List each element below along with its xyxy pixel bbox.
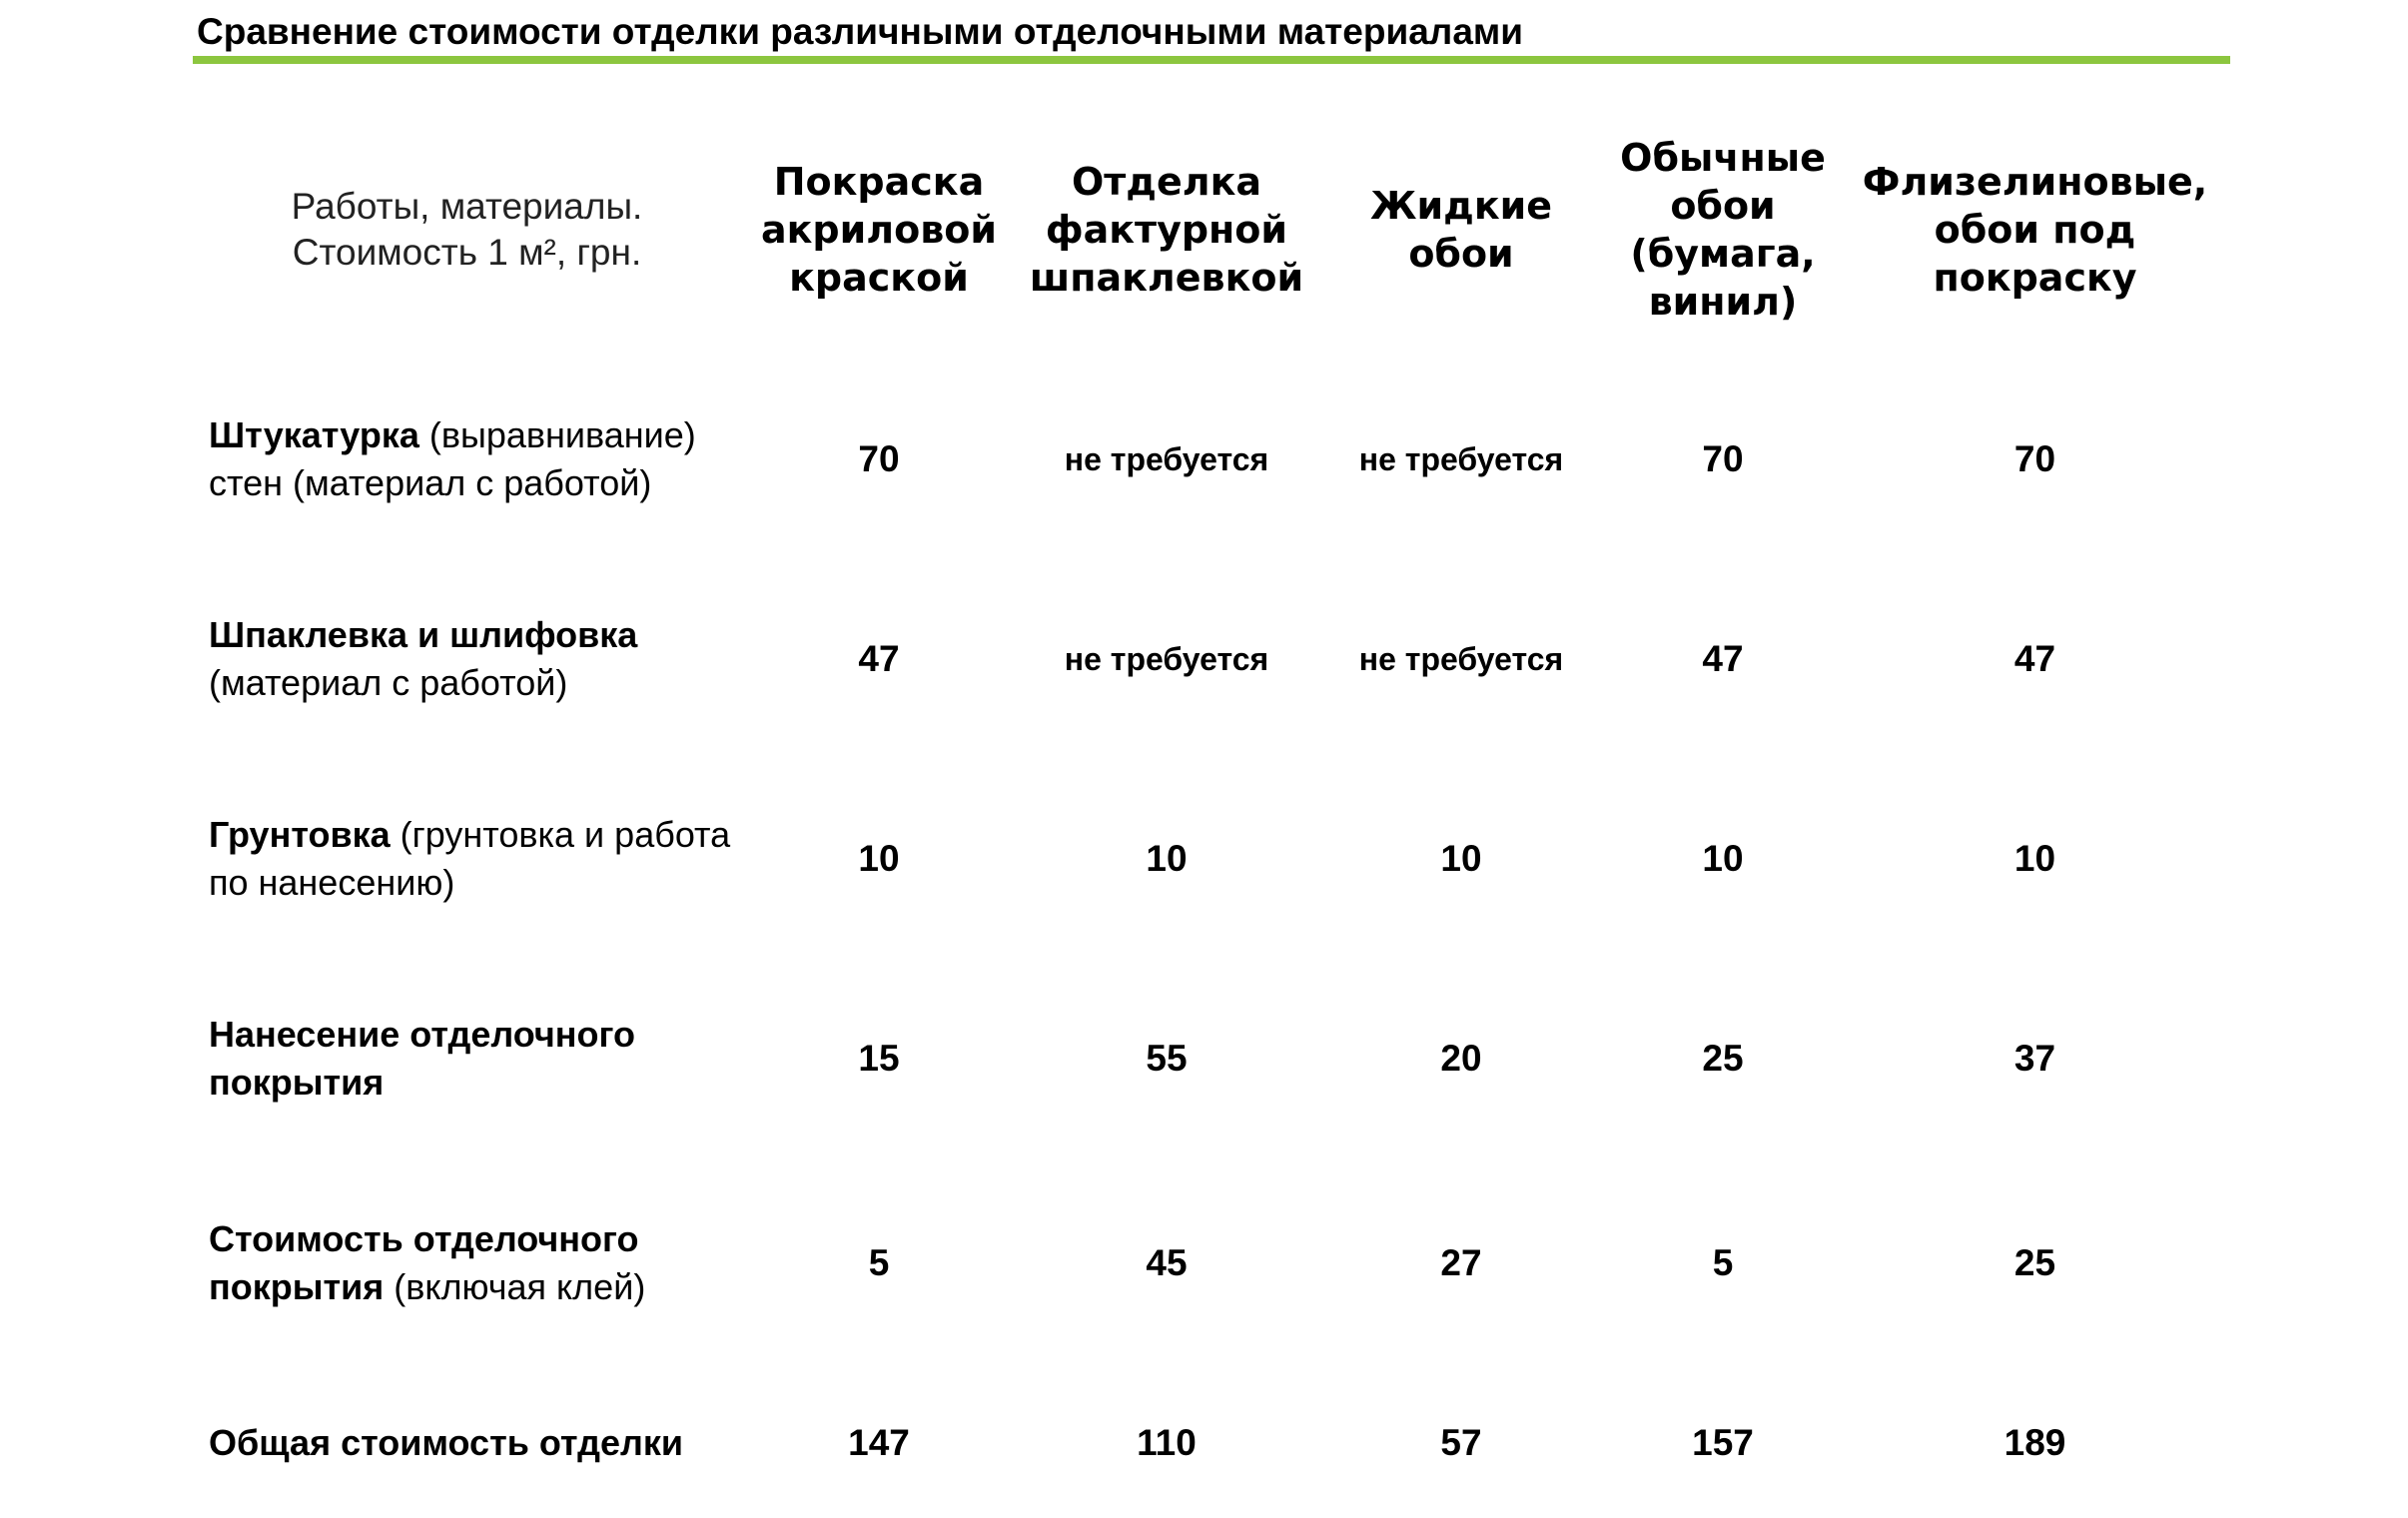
table-cell: 47 bbox=[1702, 638, 1744, 679]
row-label-bold: Штукатурка bbox=[209, 414, 419, 455]
column-header-line: краской bbox=[789, 256, 969, 300]
table-cell: 10 bbox=[1702, 838, 1744, 879]
column-header-line: обои bbox=[1408, 232, 1514, 276]
column-header-line: Обычные bbox=[1620, 136, 1826, 180]
column-header-liquid-wallpaper bbox=[1314, 100, 1608, 360]
column-header-line: шпаклевкой bbox=[1029, 256, 1304, 300]
total-cell: 157 bbox=[1692, 1422, 1754, 1463]
row-label-application bbox=[195, 959, 739, 1158]
total-cell: 189 bbox=[2004, 1422, 2066, 1463]
column-header-line: покраску bbox=[1933, 256, 2137, 300]
table-cell: 10 bbox=[858, 838, 900, 879]
table-cell: 47 bbox=[2013, 638, 2056, 679]
row-header-label bbox=[195, 100, 739, 360]
row-label-putty bbox=[195, 559, 739, 759]
row-label-normal: (материал с работой) bbox=[209, 662, 568, 703]
table-cell: 47 bbox=[858, 638, 900, 679]
column-header-line: Покраска bbox=[773, 160, 985, 204]
row-label-primer bbox=[195, 759, 739, 959]
table-cell: 25 bbox=[1702, 1038, 1744, 1079]
row-header-line: Работы, материалы. bbox=[291, 186, 643, 227]
column-header-line: обои bbox=[1670, 184, 1776, 228]
column-header-textured-putty bbox=[1019, 100, 1314, 360]
total-cell: 147 bbox=[848, 1422, 910, 1463]
table-cell: не требуется bbox=[1064, 441, 1269, 477]
table-cell: не требуется bbox=[1358, 441, 1564, 477]
column-header-line: (бумага, bbox=[1630, 232, 1816, 276]
table-cell: 37 bbox=[2013, 1038, 2056, 1079]
table-cell: 10 bbox=[1146, 838, 1188, 879]
row-label-normal: (выравнивание) стен (материал с работой) bbox=[209, 414, 696, 503]
table-cell: 55 bbox=[1146, 1038, 1188, 1079]
row-label-bold: Нанесение отделочного покрытия bbox=[209, 1014, 636, 1103]
total-cell: 110 bbox=[1137, 1422, 1197, 1463]
table-cell: 70 bbox=[1702, 438, 1744, 479]
table-cell: 10 bbox=[1440, 838, 1482, 879]
row-label-plaster bbox=[195, 360, 739, 559]
column-header-regular-wallpaper bbox=[1608, 100, 1838, 360]
column-header-line: обои под bbox=[1934, 208, 2136, 252]
row-header-line: Стоимость 1 м², грн. bbox=[292, 232, 642, 273]
table-cell: 10 bbox=[2013, 838, 2056, 879]
table-cell: 70 bbox=[858, 438, 900, 479]
table-cell: 20 bbox=[1440, 1038, 1482, 1079]
row-label-normal: (грунтовка и работа по нанесению) bbox=[209, 814, 731, 903]
title-underline bbox=[193, 56, 2230, 64]
row-label-normal: (включая клей) bbox=[384, 1266, 646, 1307]
table-cell: 27 bbox=[1440, 1242, 1482, 1283]
table-cell: не требуется bbox=[1358, 641, 1564, 677]
table-cell: не требуется bbox=[1064, 641, 1269, 677]
row-label-bold: Шпаклевка и шлифовка bbox=[209, 614, 638, 655]
column-header-line: Флизелиновые, bbox=[1862, 160, 2208, 204]
row-label-bold: Грунтовка bbox=[209, 814, 391, 855]
column-header-line: акриловой bbox=[761, 208, 997, 252]
table-cell: 15 bbox=[858, 1038, 900, 1079]
table-cell: 5 bbox=[1712, 1242, 1734, 1283]
column-header-line: Отделка bbox=[1071, 160, 1262, 204]
column-header-line: Жидкие bbox=[1369, 184, 1553, 228]
column-header-line: фактурной bbox=[1045, 208, 1288, 252]
column-header-acrylic-paint bbox=[739, 100, 1019, 360]
row-label-coating-cost bbox=[195, 1158, 739, 1368]
row-label-bold: Общая стоимость отделки bbox=[209, 1422, 683, 1463]
table-cell: 25 bbox=[2013, 1242, 2056, 1283]
row-label-bold: Стоимость отделочного покрытия bbox=[209, 1218, 639, 1307]
table-cell: 45 bbox=[1146, 1242, 1188, 1283]
column-header-nonwoven-wallpaper bbox=[1838, 100, 2232, 360]
table-cell: 5 bbox=[868, 1242, 890, 1283]
column-header-line: винил) bbox=[1648, 280, 1798, 324]
cost-comparison-table bbox=[195, 100, 2232, 1518]
total-cell: 57 bbox=[1440, 1422, 1482, 1463]
row-label-total bbox=[195, 1368, 739, 1518]
table-cell: 70 bbox=[2013, 438, 2056, 479]
page-title: Сравнение стоимости отделки различными отделочными материалами bbox=[197, 11, 1524, 52]
